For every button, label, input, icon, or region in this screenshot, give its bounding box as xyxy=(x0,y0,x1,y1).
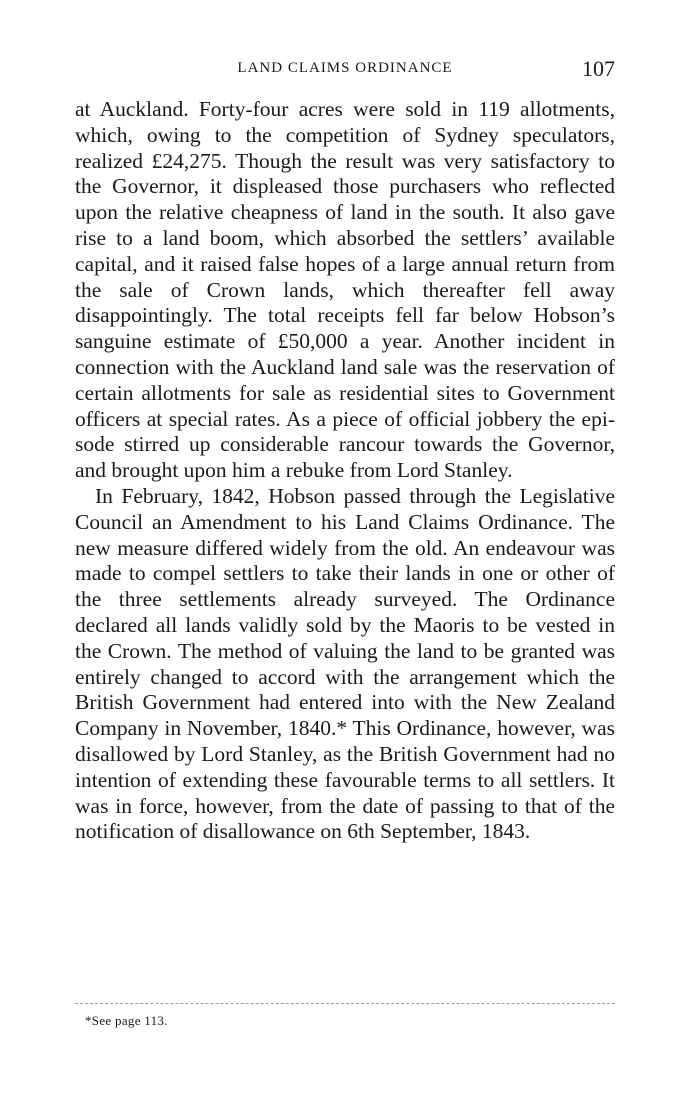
paragraph-continued: at Auckland. Forty-four acres were sold in 119 allotments, which, owing to the competition of Sydney speculators, realized £24,275. Though the result was very satisfactory to the Governor, it displeased those purchasers who reflected upon the relative cheapness of land in the south. It also gave rise to a land boom, which absorbed the settlers’ available capital, and it raised false hopes of a large annual return from the sale of Crown lands, which thereafter fell away disappointingly. The total receipts fell far below Hobson’s sanguine estimate of £50,000 a year. Another incident in connection with the Auckland land sale was the reservation of certain allotments for sale as residential sites to Government officers at special rates. As a piece of official jobbery the episode stirred up considerable rancour towards the Governor, and brought upon him a rebuke from Lord Stanley. xyxy=(75,97,615,483)
running-title: LAND CLAIMS ORDINANCE xyxy=(237,60,453,76)
page-number: 107 xyxy=(582,56,615,81)
running-head xyxy=(75,56,615,86)
footnote: *See page 113. xyxy=(85,1013,168,1028)
body-text xyxy=(75,97,615,845)
footnote-divider xyxy=(75,1003,615,1004)
paragraph: In February, 1842, Hobson passed through the Legislative Council an Amendment to his Land Claims Ordinance. The new measure differed widely from the old. An endeavour was made to compel settlers to take their lands in one or other of the three settlements already surveyed. The Ordinance declared all lands validly sold by the Maoris to be vested in the Crown. The method of valuing the land to be granted was entirely changed to accord with the arrangement which the British Government had entered into with the New Zealand Company in November, 1840.* This Ordinance, however, was disallowed by Lord Stanley, as the British Government had no intention of extending these favourable terms to all settlers. It was in force, however, from the date of passing to that of the notification of disallowance on 6th September, 1843. xyxy=(75,483,615,844)
